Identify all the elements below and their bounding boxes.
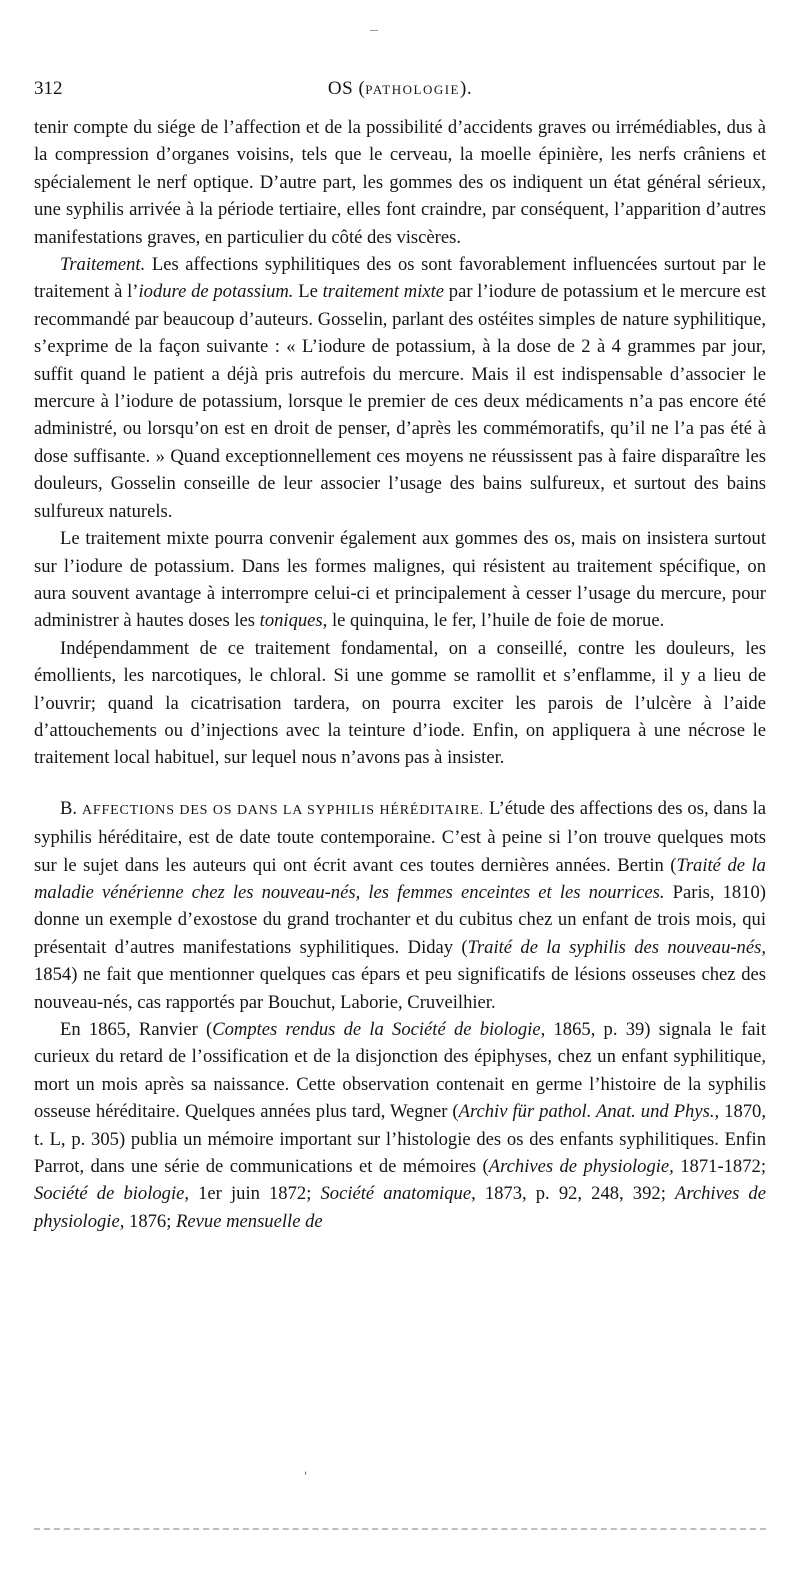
paragraph-text: Le traitement mixte pourra convenir également aux gommes des os, mais on insistera surtout sur l’iodure de potassium. Dans les formes malignes, qui résistent au traitement spécifique, on aura souvent avantage à interrompre celui-ci et principalement à cesser l’usage du mercure, pour administrer à hautes doses les bbox=[34, 528, 766, 632]
emphasis-iodure: iodure de potassium. bbox=[138, 281, 294, 303]
running-title bbox=[34, 78, 766, 100]
paragraph-text: Paris, 1810) donne un exemple d’exostose du grand trochanter et du cubitus chez un enfant de trois mois, qui présentait d’autres manifestations syphilitiques. Diday ( bbox=[34, 881, 766, 958]
running-title-close: ). bbox=[460, 78, 473, 99]
paragraph-independamment bbox=[34, 635, 766, 772]
paragraph-text: 1854) ne fait que mentionner quelques cas épars et peu significatifs de lésions osseuses chez des nouveau-nés, cas rapportés par Bouchut, Laborie, Cruveilhier. bbox=[34, 964, 766, 1013]
paragraph-traitement bbox=[34, 251, 766, 525]
section-heading: AFFECTIONS DES OS DANS LA SYPHILIS HÉRÉDITAIRE. bbox=[82, 802, 484, 818]
citation-societe-anatomique: Société anatomique, bbox=[320, 1183, 476, 1205]
paragraph-text: 1876; bbox=[124, 1210, 177, 1232]
emphasis-traitement-mixte: traitement mixte bbox=[322, 281, 445, 303]
page-number: 312 bbox=[34, 78, 63, 99]
paragraph-text: L’étude des affections des os, dans la syphilis héréditaire, est de date toute contemporaine. C’est à peine si l’on trouve quelques mots sur le sujet dans les auteurs qui ont écrit avant ces toutes dernières années. Bertin ( bbox=[34, 797, 767, 876]
running-title-small-caps: PATHOLOGIE bbox=[365, 82, 460, 97]
paragraph-text: par l’iodure de potassium et le mercure est recommandé par beaucoup d’auteurs. Gosselin, parlant des ostéites simples de nature syphilitique, s’exprime de la façon suivante : « L’iodure de potassium, à la dose de 2 à 4 grammes par jour, suffit quand le patient a déjà pris autrefois du mercure. Mais il est indispensable d’associer le mercure à l’iodure de potassium, lorsque le premier de ces deux médicaments n’a pas encore été administré, ou lorsqu’on est en droit de penser, d’après les commémoratifs, qu’il ne l’a pas été à dose suffisante. » Quand exceptionnellement ces moyens ne réussissent pas à faire disparaître les douleurs, Gosselin conseille de leur associer l’usage des bains sulfureux, et surtout des bains sulfureux naturels. bbox=[34, 281, 766, 522]
paragraph-text: 1er juin 1872; bbox=[189, 1183, 321, 1205]
paragraph-traitement-mixte bbox=[34, 525, 766, 635]
citation-diday: Traité de la syphilis des nouveau-nés, bbox=[467, 936, 766, 958]
citation-archives-physiologie: Archives de physiologie, bbox=[488, 1156, 674, 1178]
citation-archiv: Archiv für pathol. Anat. und Phys., bbox=[458, 1101, 720, 1123]
citation-comptes-rendus: Comptes rendus de la Société de biologie, bbox=[212, 1019, 546, 1040]
paragraph-gommes-pronostic bbox=[34, 114, 766, 251]
footer-dashed-rule bbox=[34, 1528, 766, 1532]
running-title-main: OS ( bbox=[327, 78, 366, 99]
citation-bertin: Traité de la maladie vénérienne chez les nouveau-nés, les femmes enceintes et les nourrices. bbox=[34, 854, 766, 903]
body-text bbox=[34, 114, 766, 1235]
stray-ink-mark: ˌ bbox=[304, 1462, 308, 1476]
paragraph-text: 1873, p. 92, 248, 392; bbox=[475, 1183, 675, 1205]
page-header bbox=[34, 78, 766, 108]
paragraph-text: 1871-1872; bbox=[673, 1156, 766, 1178]
citation-revue-mensuelle: Revue mensuelle de bbox=[176, 1210, 323, 1232]
paragraph-text: Le bbox=[293, 281, 323, 303]
section-b-heredite bbox=[34, 795, 766, 1016]
paragraph-text: 1865, p. 39) signala le fait curieux du retard de l’ossification et de la disjonction des épiphyses, chez un enfant syphilitique, mort un mois après sa naissance. Cette observation contenait en germe l’histoire de la syphilis osseuse héréditaire. Quelques années plus tard, Wegner ( bbox=[34, 1019, 766, 1123]
paragraph-text: En 1865, Ranvier ( bbox=[60, 1019, 213, 1040]
paragraph-text: tenir compte du siége de l’affection et de la possibilité d’accidents graves ou irrémédiables, dus à la compression d’organes voisins, tels que le cerveau, la moelle épinière, les nerfs crâniens et spécialement le nerf optique. D’autre part, les gommes des os indiquent un état général sérieux, une syphilis arrivée à la période tertiaire, elles font craindre, par conséquent, l’apparition d’autres manifestations graves, en particulier du côté des viscères. bbox=[34, 117, 766, 248]
paragraph-ranvier bbox=[34, 1016, 766, 1235]
citation-societe-biologie: Société de biologie, bbox=[34, 1183, 190, 1205]
paragraph-text: 1870, t. L, p. 305) publia un mémoire important sur l’histologie des os des enfants syphilitiques. Enfin Parrot, dans une série de communications et de mémoires ( bbox=[34, 1101, 767, 1178]
citation-archives-physiologie-1876: Archives de physiologie, bbox=[34, 1183, 766, 1232]
document-page bbox=[34, 0, 766, 1570]
emphasis-toniques: toniques bbox=[259, 610, 323, 632]
paragraph-text: Les affections syphilitiques des os sont favorablement influencées surtout par le traitement à l’ bbox=[34, 254, 766, 303]
section-letter: B. bbox=[60, 797, 83, 819]
paragraph-text: Indépendamment de ce traitement fondamental, on a conseillé, contre les douleurs, les émollients, les narcotiques, le chloral. Si une gomme se ramollit et s’enflamme, il y a lieu de l’ouvrir; quand la cicatrisation tardera, on pourra exciter les parois de l’ulcère à l’aide d’attouchements ou d’injections avec la teinture d’iode. Enfin, on appliquera à une nécrose le traitement local habituel, sur lequel nous n’avons pas à insister. bbox=[34, 637, 766, 769]
traitement-heading: Traitement. bbox=[60, 254, 146, 276]
paragraph-text: , le quinquina, le fer, l’huile de foie de morue. bbox=[322, 610, 665, 632]
